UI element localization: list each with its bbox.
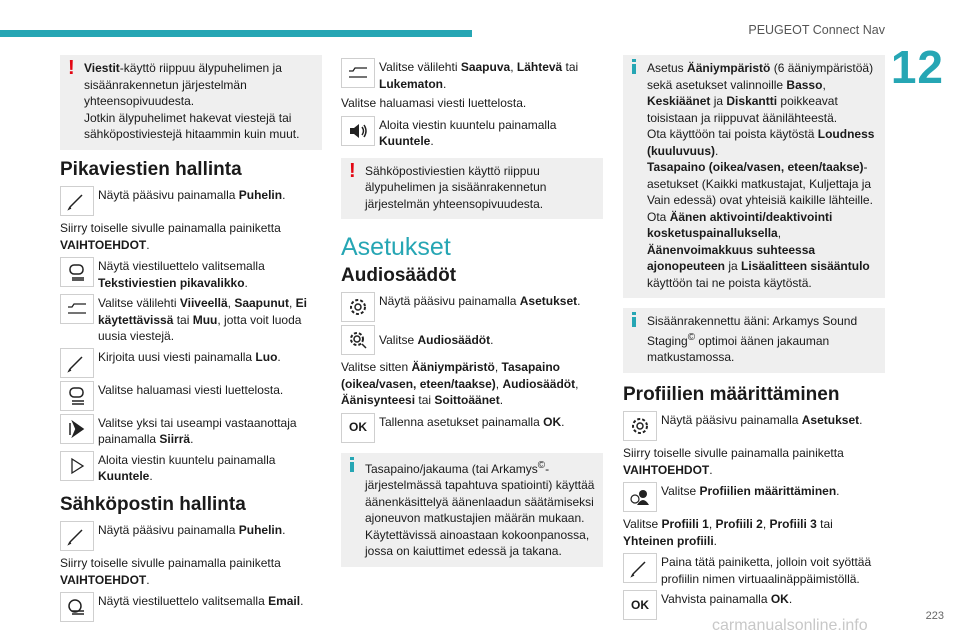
instruction-row: Näytä viestiluettelo valitsemalla Email. [60,592,322,622]
column-2 [341,55,603,575]
warning-icon: ! [68,57,75,79]
tabs-icon [341,58,375,88]
chapter-heading: Asetukset [341,233,451,261]
info-box: Sisäänrakennettu ääni: Arkamys Sound Staging© optimoi äänen jakauman matkustamossa. [623,308,885,373]
message-list-icon [60,257,94,287]
instruction-text: Siirry toiselle sivulle painamalla painiketta VAIHTOEHDOT. [60,221,281,252]
instruction-row: Valitse välilehti Saapuva, Lähtevä tai Lukematon. [341,58,603,92]
instruction-row: OK Tallenna asetukset painamalla OK. [341,413,603,443]
instruction-row: Kirjoita uusi viesti painamalla Luo. [60,348,322,378]
gear-icon [341,325,375,355]
watermark: carmanualsonline.info [712,617,868,634]
instruction-row: Valitse yksi tai useampi vastaanottaja painamalla Siirrä. [60,414,322,448]
instruction-row: Valitse Profiilien määrittäminen. [623,482,885,512]
info-box: Asetus Ääniympäristö (6 ääniympäristöä) sekä asetukset valinnoille Basso, Keskiäänet ja Diskantti poikkeavat toisistaan ja riippuvat äänilähteestä. Ota käyttöön tai poista käytöstä Loudness (kuuluvuus). Tasapaino (oikea/vasen, eteen/taakse)-asetukset (Kaikki matkustajat, Kuljettaja ja Vain edessä) ovat yhteisiä kaikille lähteille. Ota Äänen aktivointi/deaktivointi kosketuspainalluksella, Äänenvoimakkuus suhteessa ajonopeuteen ja Lisäalitteen sisääntulo käyttöön tai ne poista käytöstä. [623,55,885,298]
info-icon [350,457,354,472]
profile-icon [623,482,657,512]
ok-button-icon: OK [623,590,657,620]
message-list-icon [60,381,94,411]
instruction-row: Näytä viestiluettelo valitsemalla Tekstiviestien pikavalikko. [60,257,322,291]
instruction-row: Aloita viestin kuuntelu painamalla Kuuntele. [341,116,603,150]
instruction-text: Valitse Profiili 1, Profiili 2, Profiili 3 tai Yhteinen profiili. [623,517,833,548]
instruction-row: Näytä pääsivu painamalla Puhelin. [60,521,322,551]
ok-button-icon: OK [341,413,375,443]
page-number: 223 [925,610,944,622]
instruction-row: Näytä pääsivu painamalla Asetukset. [341,292,603,322]
instruction-row: Paina tätä painiketta, jolloin voit syöttää profiilin nimen virtuaalinäppäimistöllä. [623,553,885,587]
instruction-text: Siirry toiselle sivulle painamalla painiketta VAIHTOEHDOT. [623,446,844,477]
play-icon [60,451,94,481]
pencil-icon [623,553,657,583]
instruction-text: Siirry toiselle sivulle painamalla painiketta VAIHTOEHDOT. [60,556,281,587]
instruction-row: Näytä pääsivu painamalla Puhelin. [60,186,322,216]
instruction-row: Näytä pääsivu painamalla Asetukset. [623,411,885,441]
instruction-row: Valitse välilehti Viiveellä, Saapunut, Ei käytettävissä tai Muu, jotta voit luoda uusia viestejä. [60,294,322,345]
warning-box: ! Sähköpostiviestien käyttö riippuu älypuhelimen ja sisäänrakennetun järjestelmän yhteensopivuudesta. [341,158,603,220]
section-heading: Pikaviestien hallinta [60,158,242,180]
section-heading: Audiosäädöt [341,264,457,286]
gear-icon [341,292,375,322]
speaker-icon [341,116,375,146]
pencil-icon [60,348,94,378]
instruction-text: Valitse haluamasi viesti luettelosta. [341,96,527,110]
instruction-row: OK Vahvista painamalla OK. [623,590,885,620]
info-box: Tasapaino/jakauma (tai Arkamys©-järjestelmässä tapahtuva spatiointi) käyttää äänenkäsittelyä äänenlaadun säätämiseksi ajoneuvon matkustajien määrän mukaan. Käytettävissä ainoastaan kokoonpanossa, jossa on kaiuttimet edessä ja takana. [341,453,603,567]
info-icon [632,59,636,74]
header-title: PEUGEOT Connect Nav [748,23,885,37]
instruction-row: Valitse haluamasi viesti luettelosta. [60,381,322,411]
instruction-row: Aloita viestin kuuntelu painamalla Kuuntele. [60,451,322,485]
email-icon [60,592,94,622]
section-heading: Sähköpostin hallinta [60,493,246,515]
info-icon [632,312,636,327]
pencil-icon [60,186,94,216]
warning-icon: ! [349,159,356,182]
gear-icon [623,411,657,441]
chapter-number: 12 [890,41,944,93]
send-icon [60,414,94,444]
pencil-icon [60,521,94,551]
instruction-text: Valitse sitten Ääniympäristö, Tasapaino (oikea/vasen, eteen/taakse), Audiosäädöt, Äänisynteesi tai Soittoäänet. [341,360,579,407]
header-bar [0,30,472,37]
warning-box: ! Viestit-käyttö riippuu älypuhelimen ja sisäänrakennetun järjestelmän yhteensopivuudesta. Jotkin älypuhelimet hakevat viestejä tai sähköpostiviestejä hitaammin kuin muut. [60,55,322,150]
column-3 [623,55,885,623]
section-heading: Profiilien määrittäminen [623,383,840,405]
tabs-icon [60,294,94,324]
instruction-row: Valitse Audiosäädöt. [341,325,603,355]
column-1 [60,55,322,625]
